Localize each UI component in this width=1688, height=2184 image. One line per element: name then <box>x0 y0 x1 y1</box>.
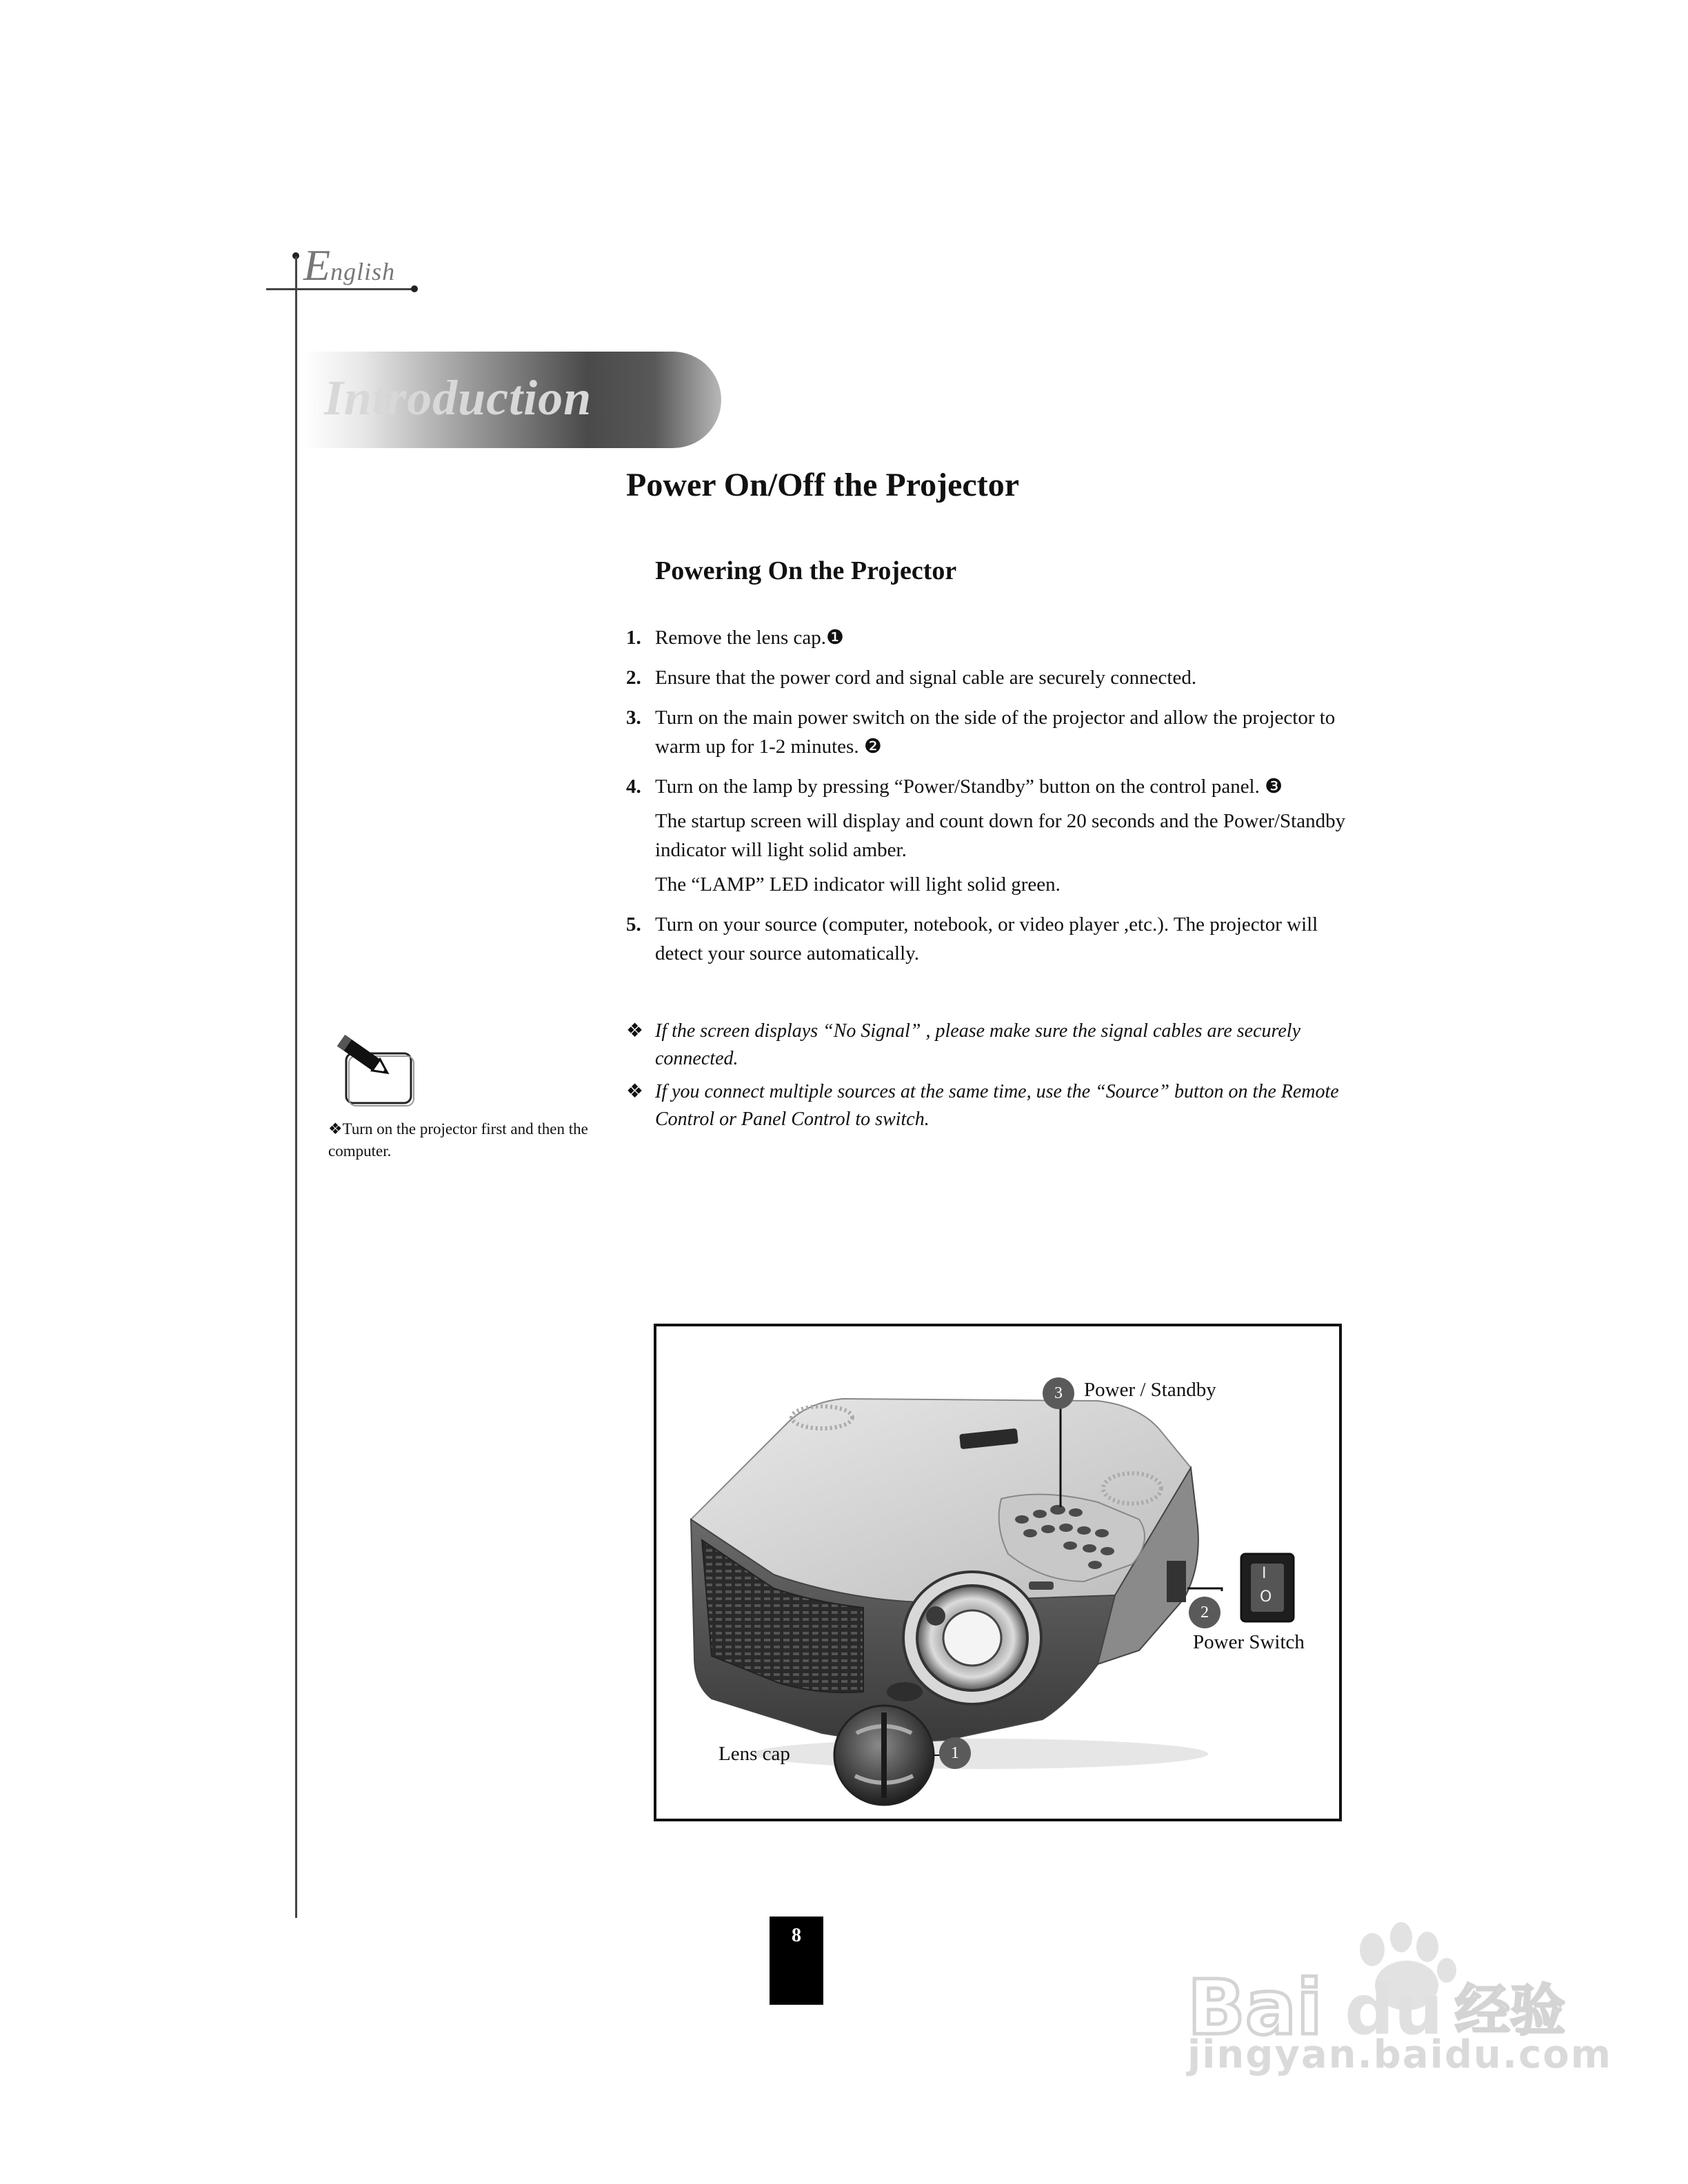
step-text: Remove the lens cap.❶ <box>655 627 845 649</box>
section-subtitle: Powering On the Projector <box>655 556 957 585</box>
lens-cap-label: Lens cap <box>719 1743 790 1765</box>
step-detail: The startup screen will display and count down for 20 seconds and the Power/Standby indicator will light solid amber. <box>655 810 1346 861</box>
baidu-watermark-logo <box>1186 1917 1572 2048</box>
step-item <box>626 663 1357 698</box>
step-item <box>626 910 1357 973</box>
section-banner-title: Introduction <box>324 370 592 425</box>
step-number: 1. <box>626 627 641 649</box>
power-standby-label: Power / Standby <box>1084 1379 1216 1401</box>
baidu-watermark-url: jingyan.baidu.com <box>1187 2032 1613 2077</box>
callout-3: 3 <box>1043 1377 1074 1409</box>
callout-1: 1 <box>939 1737 971 1769</box>
page-number: 8 <box>792 1925 801 1946</box>
pencil-note-icon <box>327 1030 416 1107</box>
margin-vertical-line <box>295 256 297 1918</box>
step-item <box>626 703 1357 767</box>
svg-text:Bai: Bai <box>1187 1963 1323 2048</box>
page-title: Power On/Off the Projector <box>626 467 1020 503</box>
diamond-bullet-icon: ❖ <box>626 1020 644 1042</box>
language-label: English <box>303 241 396 290</box>
steps-list <box>626 623 1357 979</box>
header-rule-dot <box>411 285 418 292</box>
step-number: 2. <box>626 667 641 689</box>
note-item <box>626 1078 1357 1133</box>
switch-on-mark: I <box>1262 1565 1267 1582</box>
side-note-text: ❖Turn on the projector first and then the computer. <box>328 1120 588 1160</box>
svg-text:du: du <box>1345 1970 1443 2048</box>
note-text: If the screen displays “No Signal” , please make sure the signal cables are securely connected. <box>655 1020 1301 1069</box>
notes-list <box>626 1018 1357 1139</box>
step-item <box>626 623 1357 658</box>
switch-off-mark: O <box>1260 1588 1272 1606</box>
step-number: 3. <box>626 707 641 729</box>
diamond-bullet-icon: ❖ <box>626 1081 644 1102</box>
step-text: Turn on your source (computer, notebook, or video player ,etc.). The projector will detect your source automatically. <box>655 913 1318 964</box>
step-text: Turn on the lamp by pressing “Power/Standby” button on the control panel. ❸ <box>655 776 1283 798</box>
step-number: 5. <box>626 913 641 936</box>
projector-figure <box>654 1324 1342 1821</box>
note-item <box>626 1018 1357 1073</box>
step-number: 4. <box>626 776 641 798</box>
power-switch-label: Power Switch <box>1193 1631 1305 1653</box>
note-text: If you connect multiple sources at the same time, use the “Source” button on the Remote Control or Panel Control to switch. <box>655 1081 1339 1130</box>
svg-text:经验: 经验 <box>1455 1979 1565 2043</box>
callout-2: 2 <box>1189 1597 1220 1628</box>
step-detail: The “LAMP” LED indicator will light solid green. <box>655 873 1061 896</box>
step-item <box>626 772 1357 904</box>
step-text: Turn on the main power switch on the side of the projector and allow the projector to warm up for 1-2 minutes. ❷ <box>655 707 1336 758</box>
step-text: Ensure that the power cord and signal cable are securely connected. <box>655 667 1197 689</box>
